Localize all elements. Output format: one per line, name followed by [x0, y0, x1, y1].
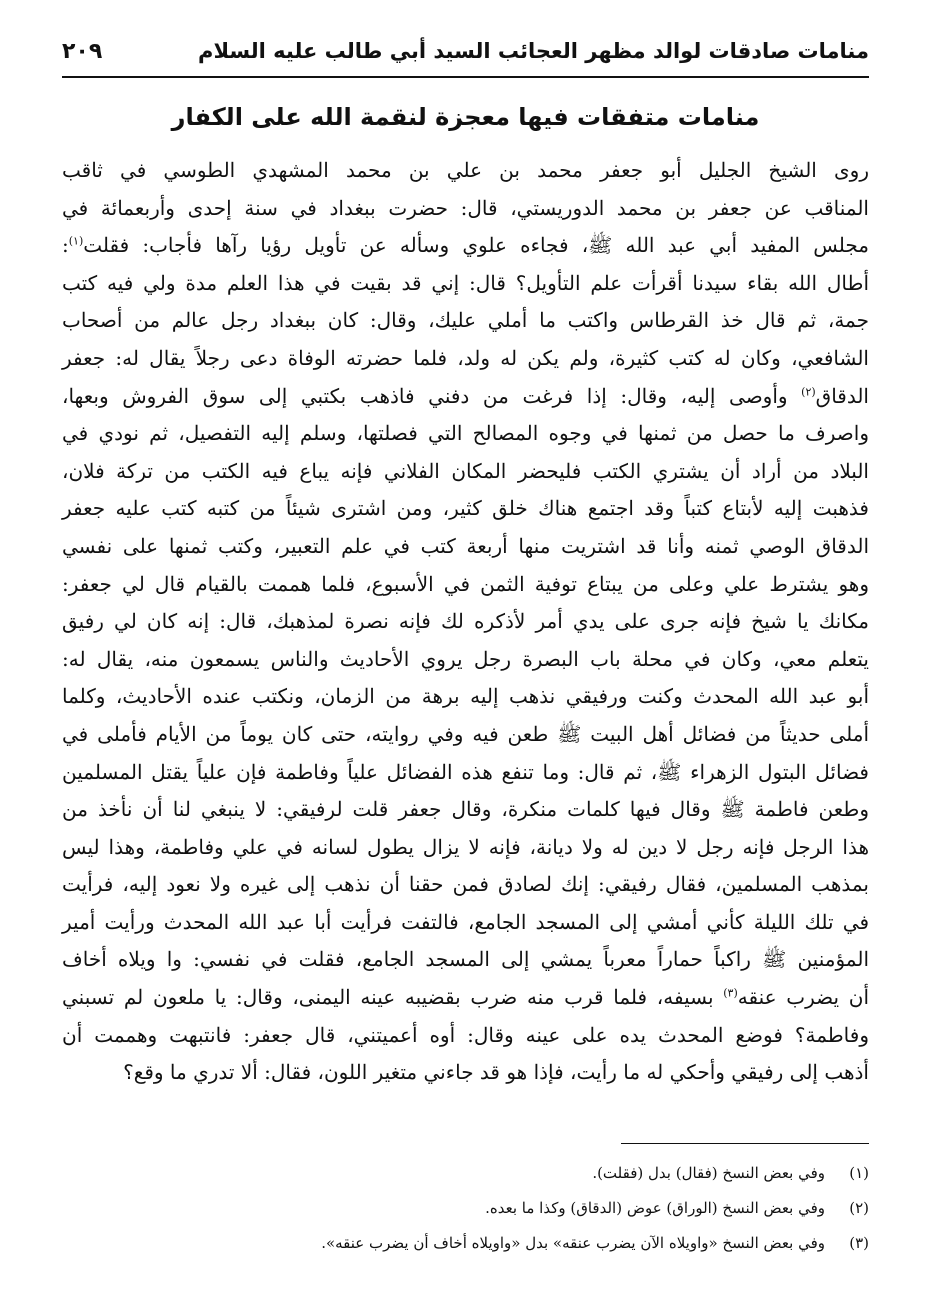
footnote-number: (٣)	[849, 1234, 869, 1252]
body-line	[62, 1054, 869, 1092]
body-line	[62, 716, 869, 754]
footnote-text: وفي بعض النسخ (الوراق) عوض (الدقاق) وكذا ما بعده.	[485, 1199, 825, 1217]
running-title: منامات صادقات لوالد مظهر العجائب السيد أبي طالب عليه السلام	[198, 39, 869, 63]
body-line	[62, 152, 869, 190]
body-line	[62, 265, 869, 303]
body-line	[62, 1017, 869, 1055]
line-text: في تلك الليلة كأني أمشي إلى المسجد الجامع، فالتفت فرأيت أبا عبد الله المحدث ورأيت أمير	[62, 909, 870, 934]
footnote	[62, 1226, 869, 1261]
line-text: وهو يشترط علي وعلى من يبتاع توفية الثمن في الأسبوع، فلما هممت بالقيام قال لي جعفر:	[62, 571, 869, 596]
body-line	[62, 979, 869, 1017]
footnotes	[62, 1156, 869, 1261]
line-text: الدقاق	[815, 383, 869, 408]
footnote-number: (٢)	[849, 1199, 869, 1217]
body-line	[62, 829, 869, 867]
body-line	[62, 754, 869, 792]
running-head	[62, 30, 869, 72]
footnote-ref: (٢)	[801, 384, 816, 398]
line-text: جمة، ثم قال خذ القرطاس واكتب ما أملي عليك، وقال: كان ببغداد رجل عالم من أصحاب	[62, 308, 869, 333]
line-text: بمذهب المسلمين، فقال رفيقي: إنك لصادق فمن حقنا أن نذهب إلى غيره ولا نعود إليه، فرأيت	[62, 872, 869, 897]
line-text: الشافعي، وكان له كتب كثيرة، ولم يكن له ولد، فلما حضرته الوفاة دعى رجلاً يقال له: جعفر	[62, 345, 869, 370]
footnote-number: (١)	[849, 1164, 869, 1182]
line-text: أذهب إلى رفيقي وأحكي له ما رأيت، فإذا هو قد جاءني متغير اللون، فقال: ألا تدري ما وقع؟	[123, 1060, 869, 1085]
line-text-continued: وأوصى إليه، وقال: إذا فرغت من دفني فاذهب بكتبي إلى سوق الفروش وبعها،	[62, 383, 802, 408]
line-text: البلاد من أراد أن يشتري الكتب فليحضر المكان الفلاني فإنه يباع فيه الكتب من تركة فلان،	[62, 458, 869, 483]
body-line	[62, 566, 869, 604]
body-line	[62, 190, 869, 228]
line-text: أبو عبد الله المحدث وكنت ورفيقي نذهب إليه برهة من الزمان، ونكتب عنده الأحاديث، وكلما	[62, 684, 869, 709]
body-line	[62, 302, 869, 340]
body-line	[62, 678, 869, 716]
body-line	[62, 340, 869, 378]
line-text: فضائل البتول الزهراء ﷺ، ثم قال: وما تنفع هذه الفضائل علياً وفاطمة فإن علياً يقتل المسلمين	[62, 759, 869, 784]
line-text: روى الشيخ الجليل أبو جعفر محمد بن علي بن محمد المشهدي الطوسي في ثاقب	[62, 158, 869, 182]
body-line	[62, 791, 869, 829]
line-text: يتعلم معي، وكان في محلة باب البصرة رجل يروي الأحاديث والناس يسمعون منه، يقال له:	[62, 646, 869, 671]
body-line	[62, 866, 869, 904]
line-text: المناقب عن جعفر بن محمد الدوريستي، قال: حضرت ببغداد في سنة إحدى وأربعمائة في	[62, 195, 869, 220]
line-text: مكانك يا شيخ فإنه جرى على يدي أمر لأذكره لك فإنه نصرة لمذهبك، قال: إنه كان لي رفيق	[62, 609, 869, 634]
line-text: وطعن فاطمة ﷺ وقال فيها كلمات منكرة، وقال جعفر قلت لرفيقي: لا ينبغي لنا أن نأخذ من	[62, 797, 869, 822]
body-line	[62, 941, 869, 979]
body-line	[62, 528, 869, 566]
body-line	[62, 453, 869, 491]
footnote-rule	[621, 1143, 869, 1144]
body-line	[62, 904, 869, 942]
line-text: أن يضرب عنقه	[737, 985, 870, 1010]
body-line	[62, 603, 869, 641]
line-text: أطال الله بقاء سيدنا أقرأت علم التأويل؟ قال: إني قد بقيت في هذا العلم مدة ولي فيه كتب	[62, 270, 869, 295]
footnote-ref: (١)	[68, 234, 84, 248]
body-line	[62, 227, 869, 265]
line-text: واصرف ما حصل من ثمنها في وجوه المصالح التي فصلتها، وسلم إليه التفصيل، ثم نودي في	[62, 421, 870, 446]
section-heading: منامات متفقات فيها معجزة لنقمة الله على الكفار	[171, 103, 760, 131]
body-line	[62, 490, 869, 528]
line-text: وفاطمة؟ فوضع المحدث يده على عينه وقال: أوه أعميتني، قال جعفر: فانتبهت وهممت أن	[62, 1022, 869, 1047]
line-text: أملى حديثاً من فضائل أهل البيت ﷺ طعن فيه وفي روايته، حتى كان يوماً من الأيام فأملى في	[62, 721, 869, 746]
line-text: فذهبت إليه لأبتاع كتباً وقد اجتمع هناك خلق كثير، ومن اشترى شيئاً من كتبه كتب عليه جعفر	[62, 496, 869, 521]
page-number: ٢٠٩	[62, 38, 103, 64]
line-text: هذا الرجل فإنه رجل لا دين له ولا ديانة، فإنه لا يزال يطول لسانه في علي وفاطمة، وهذا ليس	[62, 834, 869, 859]
body-line	[62, 415, 869, 453]
footnote	[62, 1156, 869, 1191]
footnote-text: وفي بعض النسخ (فقال) بدل (فقلت).	[592, 1164, 825, 1182]
body-text	[62, 152, 869, 1092]
footnote	[62, 1191, 869, 1226]
line-text: الدقاق الوصي ثمنه وأنا قد اشتريت منها أربعة كتب في علم التعبير، وكتب ثمنها على نفسي	[62, 533, 870, 558]
line-text-continued: بسيفه، فلما قرب منه ضرب بقضيبه عينه اليمنى، وقال: يا ملعون لم تسبني	[62, 985, 724, 1010]
line-text: المؤمنين ﷺ راكباً حماراً معرباً يمشي إلى المسجد الجامع، فقلت في نفسي: وا ويلاه أخاف	[62, 947, 869, 972]
footnote-ref: (٣)	[723, 986, 738, 1000]
header-rule	[62, 76, 869, 78]
footnote-text: وفي بعض النسخ «واويلاه الآن يضرب عنقه» بدل «واويلاه أخاف أن يضرب عنقه».	[321, 1234, 825, 1252]
body-line	[62, 378, 869, 416]
line-text-continued: :	[62, 233, 69, 258]
body-line	[62, 641, 869, 679]
line-text: مجلس المفيد أبي عبد الله ﷺ، فجاءه علوي وسأله عن تأويل رؤيا رآها فأجاب: فقلت	[83, 233, 869, 258]
